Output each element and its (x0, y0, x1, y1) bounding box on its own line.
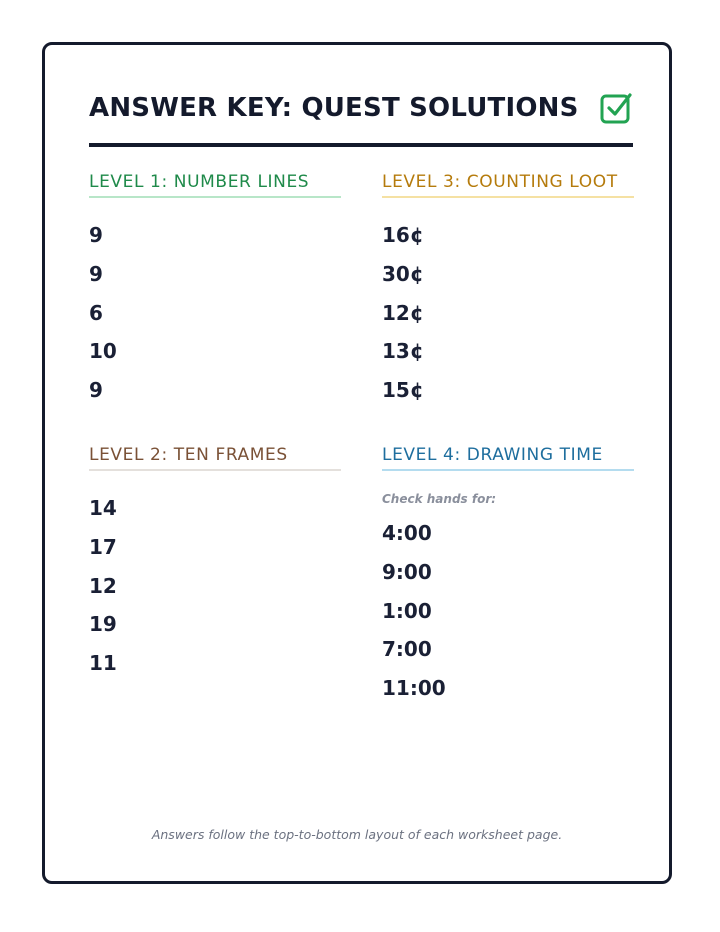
answer-item: 30¢ (382, 261, 424, 286)
section-level-3 (382, 171, 634, 410)
answer-item: 9 (89, 378, 103, 403)
answer-item: 12 (89, 573, 117, 598)
section-heading: LEVEL 2: TEN FRAMES (89, 444, 341, 471)
section-heading: LEVEL 3: COUNTING LOOT (382, 171, 634, 198)
answer-item: 1:00 (382, 598, 432, 623)
answer-item: 17 (89, 534, 117, 559)
section-heading: LEVEL 1: NUMBER LINES (89, 171, 341, 198)
section-level-2 (89, 444, 341, 683)
page-header (89, 91, 633, 147)
answer-key-card (42, 42, 672, 884)
section-heading: LEVEL 4: DRAWING TIME (382, 444, 634, 471)
footer-note: Answers follow the top-to-bottom layout of each worksheet page. (151, 827, 563, 842)
answer-item: 9 (89, 223, 103, 247)
answer-item: 6 (89, 300, 103, 325)
answer-item: 16¢ (382, 223, 424, 247)
answer-item: 11 (89, 651, 117, 676)
answer-item: 12¢ (382, 300, 424, 325)
section-level-4 (382, 444, 634, 708)
answer-item: 14 (89, 496, 117, 520)
answer-item: 10 (89, 339, 117, 364)
answer-item: 9:00 (382, 559, 432, 584)
answer-item: 4:00 (382, 521, 432, 545)
answer-list (89, 216, 341, 410)
answer-list (89, 489, 341, 683)
answer-list (382, 514, 634, 708)
section-level-1 (89, 171, 341, 410)
answer-item: 7:00 (382, 637, 432, 662)
answer-list (382, 216, 634, 410)
page-title: ANSWER KEY: QUEST SOLUTIONS (89, 93, 579, 123)
answer-item: 9 (89, 261, 103, 286)
check-hands-note: Check hands for: (382, 492, 497, 506)
answer-item: 13¢ (382, 339, 424, 364)
answer-item: 15¢ (382, 378, 424, 403)
answer-item: 19 (89, 612, 117, 637)
answer-item: 11:00 (382, 676, 446, 701)
checkbox-checked-icon (599, 91, 633, 125)
